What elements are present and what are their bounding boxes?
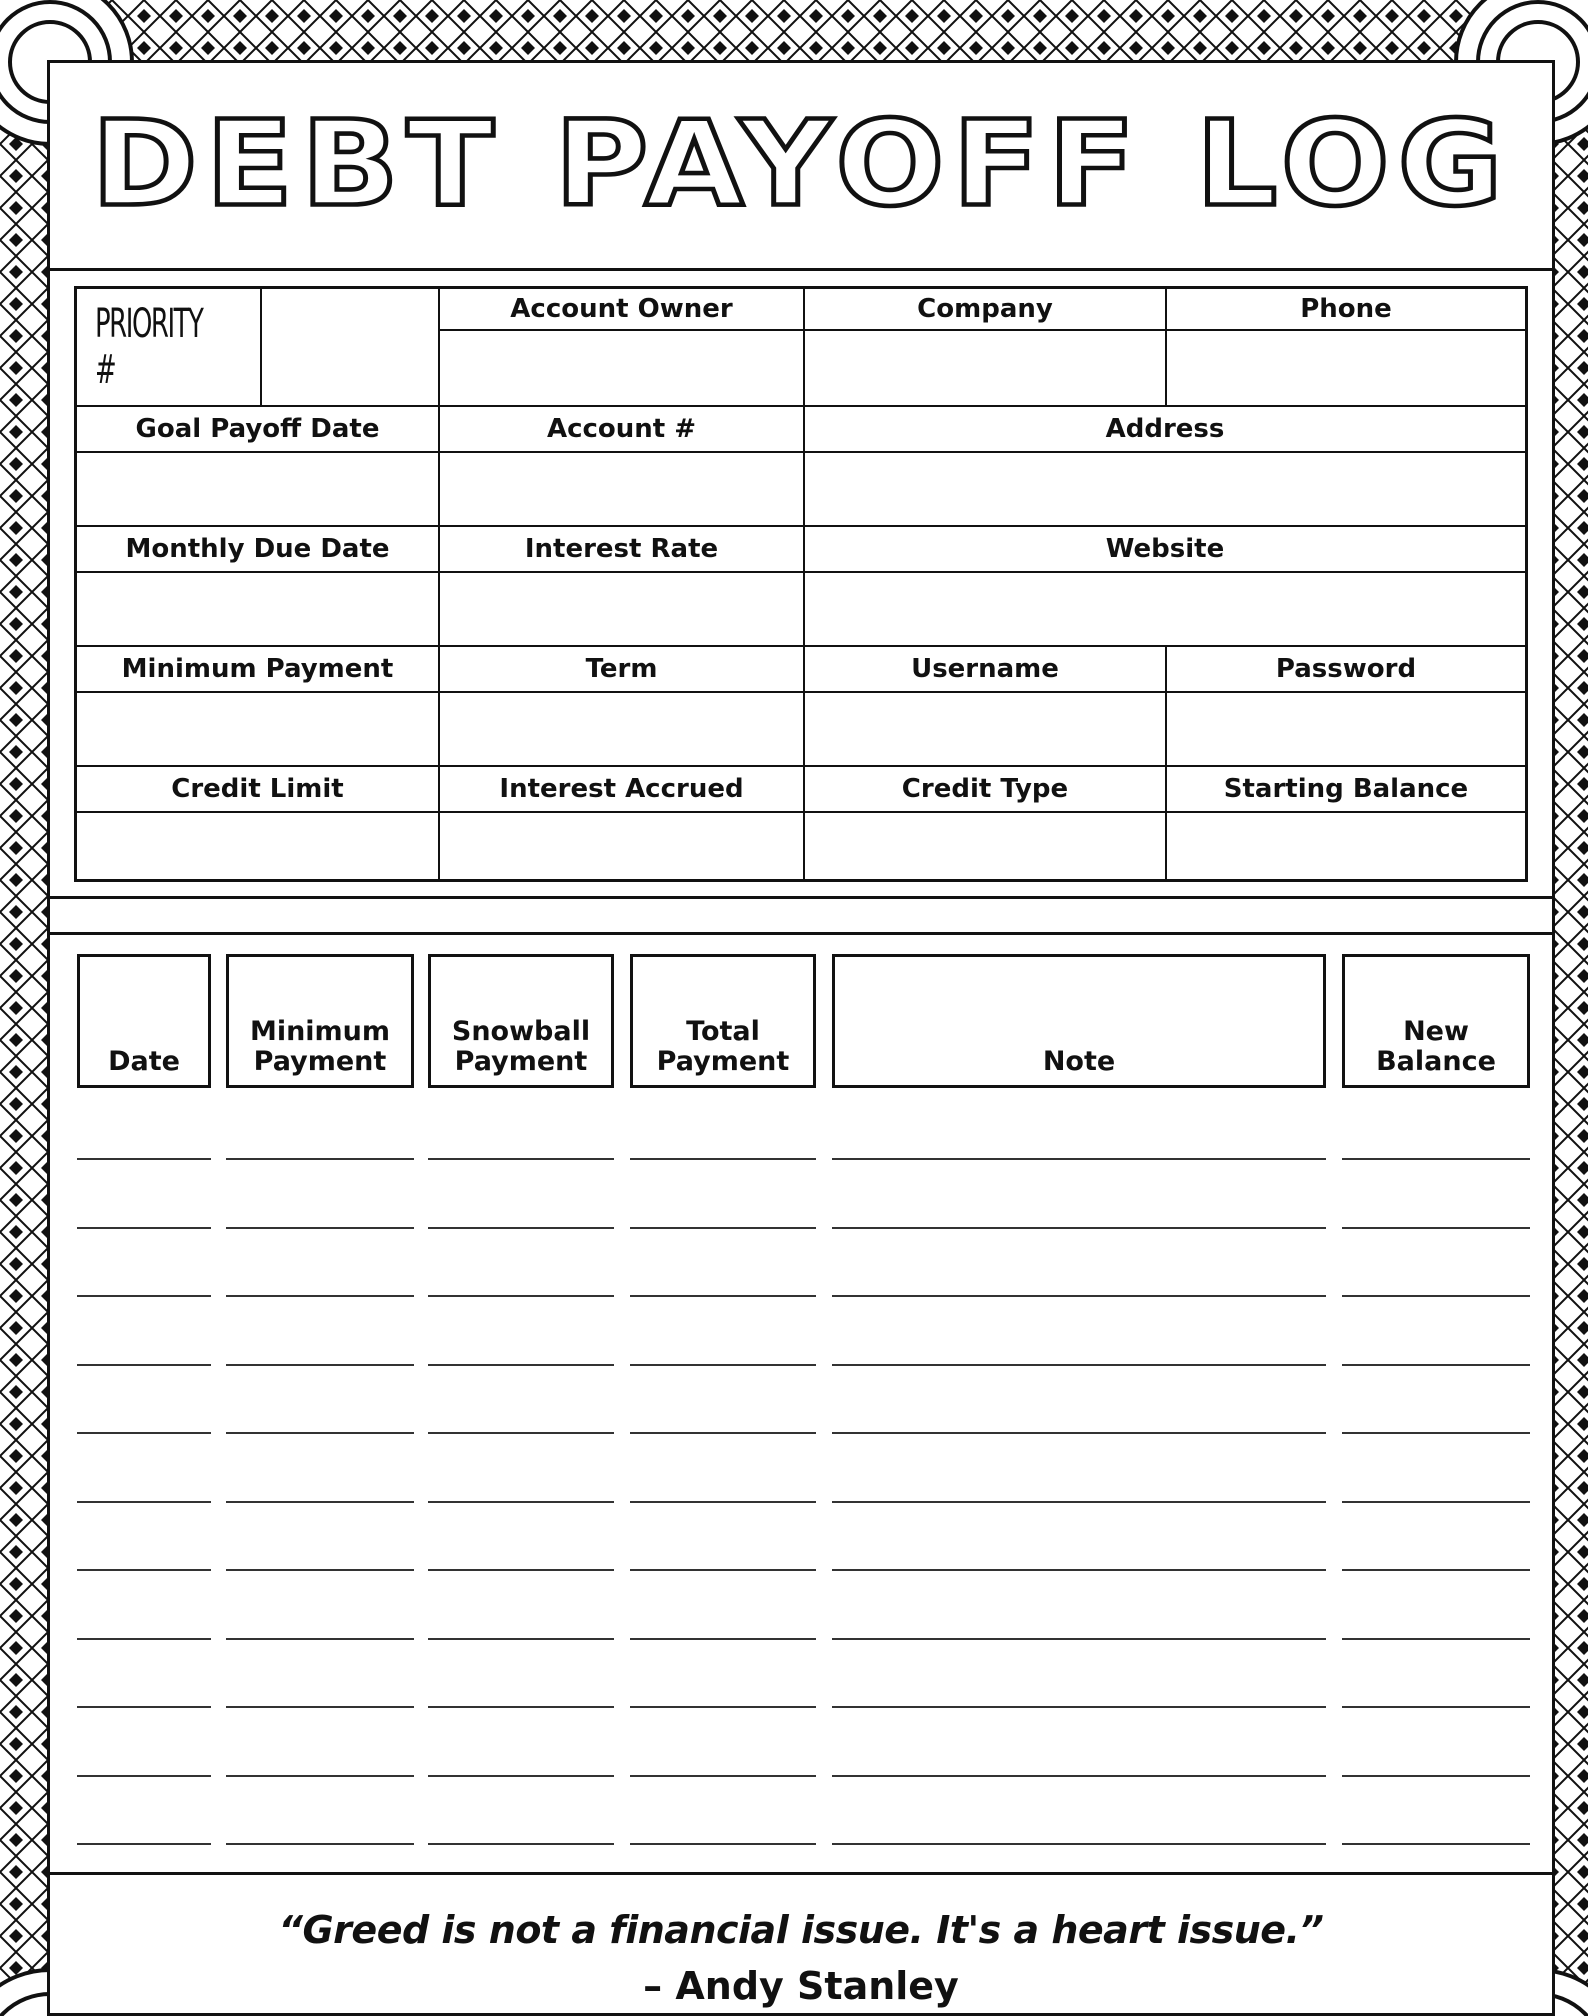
priority-label: PRIORITY #	[77, 289, 262, 407]
label-interest-accrued: Interest Accrued	[440, 767, 805, 813]
log-entry-line[interactable]	[832, 1158, 1326, 1160]
log-entry-line[interactable]	[226, 1158, 414, 1160]
label-account-owner: Account Owner	[440, 289, 805, 331]
log-entry-line[interactable]	[77, 1432, 211, 1434]
log-entry-line[interactable]	[832, 1706, 1326, 1708]
field-starting-balance[interactable]	[1167, 813, 1525, 879]
log-entry-line[interactable]	[226, 1569, 414, 1571]
field-interest-rate[interactable]	[440, 573, 805, 647]
divider	[47, 1872, 1555, 1875]
log-entry-line[interactable]	[1342, 1775, 1530, 1777]
log-entry-line[interactable]	[428, 1364, 614, 1366]
log-entry-line[interactable]	[77, 1706, 211, 1708]
log-entry-line[interactable]	[428, 1158, 614, 1160]
log-entry-line[interactable]	[630, 1501, 816, 1503]
log-entry-line[interactable]	[1342, 1501, 1530, 1503]
label-credit-limit: Credit Limit	[77, 767, 440, 813]
log-entry-line[interactable]	[428, 1775, 614, 1777]
log-header-snowball-payment: Snowball Payment	[428, 954, 614, 1088]
log-entry-line[interactable]	[77, 1638, 211, 1640]
label-term: Term	[440, 647, 805, 693]
log-entry-line[interactable]	[630, 1706, 816, 1708]
log-entry-line[interactable]	[630, 1227, 816, 1229]
field-company[interactable]	[805, 331, 1167, 407]
log-entry-line[interactable]	[428, 1432, 614, 1434]
log-entry-line[interactable]	[428, 1638, 614, 1640]
log-entry-line[interactable]	[77, 1227, 211, 1229]
field-credit-type[interactable]	[805, 813, 1167, 879]
log-entry-line[interactable]	[1342, 1843, 1530, 1845]
log-header-total-payment: Total Payment	[630, 954, 816, 1088]
log-entry-line[interactable]	[428, 1227, 614, 1229]
quote: “Greed is not a financial issue. It's a heart issue.”	[278, 1908, 1324, 1952]
log-entry-line[interactable]	[630, 1432, 816, 1434]
log-entry-line[interactable]	[77, 1364, 211, 1366]
log-entry-line[interactable]	[1342, 1364, 1530, 1366]
label-starting-balance: Starting Balance	[1167, 767, 1525, 813]
divider	[47, 268, 1555, 271]
log-entry-line[interactable]	[77, 1569, 211, 1571]
field-username[interactable]	[805, 693, 1167, 767]
log-entry-line[interactable]	[226, 1227, 414, 1229]
log-entry-line[interactable]	[77, 1501, 211, 1503]
log-entry-line[interactable]	[77, 1843, 211, 1845]
log-header-note: Note	[832, 954, 1326, 1088]
log-entry-line[interactable]	[832, 1227, 1326, 1229]
log-header-date: Date	[77, 954, 211, 1088]
field-website[interactable]	[805, 573, 1525, 647]
label-company: Company	[805, 289, 1167, 331]
divider	[47, 932, 1555, 935]
log-entry-line[interactable]	[630, 1364, 816, 1366]
log-entry-line[interactable]	[1342, 1569, 1530, 1571]
log-entry-line[interactable]	[630, 1295, 816, 1297]
log-entry-line[interactable]	[1342, 1295, 1530, 1297]
log-entry-line[interactable]	[77, 1775, 211, 1777]
log-entry-line[interactable]	[1342, 1227, 1530, 1229]
label-address: Address	[805, 407, 1525, 453]
log-entry-line[interactable]	[630, 1569, 816, 1571]
label-monthly-due-date: Monthly Due Date	[77, 527, 440, 573]
log-entry-line[interactable]	[1342, 1432, 1530, 1434]
log-entry-line[interactable]	[832, 1843, 1326, 1845]
log-entry-line[interactable]	[226, 1295, 414, 1297]
field-term[interactable]	[440, 693, 805, 767]
log-entry-line[interactable]	[226, 1364, 414, 1366]
label-phone: Phone	[1167, 289, 1525, 331]
log-entry-line[interactable]	[77, 1295, 211, 1297]
log-entry-line[interactable]	[428, 1843, 614, 1845]
log-entry-line[interactable]	[1342, 1638, 1530, 1640]
field-phone[interactable]	[1167, 331, 1525, 407]
log-entry-line[interactable]	[832, 1295, 1326, 1297]
log-entry-line[interactable]	[832, 1364, 1326, 1366]
field-minimum-payment[interactable]	[77, 693, 440, 767]
log-header-new-balance: New Balance	[1342, 954, 1530, 1088]
log-entry-line[interactable]	[428, 1706, 614, 1708]
log-entry-line[interactable]	[832, 1432, 1326, 1434]
quote-author: – Andy Stanley	[643, 1964, 959, 2008]
log-entry-line[interactable]	[226, 1706, 414, 1708]
log-entry-line[interactable]	[1342, 1706, 1530, 1708]
priority-field[interactable]	[262, 289, 440, 407]
field-password[interactable]	[1167, 693, 1525, 767]
label-account-number: Account #	[440, 407, 805, 453]
page-title-wrap	[47, 95, 1555, 235]
field-address[interactable]	[805, 453, 1525, 527]
log-entry-line[interactable]	[832, 1638, 1326, 1640]
log-entry-line[interactable]	[226, 1638, 414, 1640]
field-monthly-due-date[interactable]	[77, 573, 440, 647]
divider	[47, 896, 1555, 899]
field-account-number[interactable]	[440, 453, 805, 527]
label-interest-rate: Interest Rate	[440, 527, 805, 573]
log-entry-line[interactable]	[428, 1569, 614, 1571]
log-entry-line[interactable]	[226, 1775, 414, 1777]
field-account-owner[interactable]	[440, 331, 805, 407]
log-entry-line[interactable]	[630, 1775, 816, 1777]
log-header-minimum-payment: Minimum Payment	[226, 954, 414, 1088]
label-username: Username	[805, 647, 1167, 693]
label-website: Website	[805, 527, 1525, 573]
log-entry-line[interactable]	[1342, 1158, 1530, 1160]
log-entry-line[interactable]	[630, 1843, 816, 1845]
log-entry-line[interactable]	[428, 1501, 614, 1503]
log-entry-line[interactable]	[77, 1158, 211, 1160]
log-entry-line[interactable]	[630, 1638, 816, 1640]
log-entry-line[interactable]	[226, 1432, 414, 1434]
label-goal-payoff-date: Goal Payoff Date	[77, 407, 440, 453]
log-entry-line[interactable]	[630, 1158, 816, 1160]
log-entry-line[interactable]	[832, 1775, 1326, 1777]
page-title: DEBT PAYOFF LOG	[91, 96, 1511, 234]
log-entry-line[interactable]	[226, 1501, 414, 1503]
label-credit-type: Credit Type	[805, 767, 1167, 813]
label-minimum-payment: Minimum Payment	[77, 647, 440, 693]
field-interest-accrued[interactable]	[440, 813, 805, 879]
log-entry-line[interactable]	[832, 1569, 1326, 1571]
log-entry-line[interactable]	[832, 1501, 1326, 1503]
account-info-grid	[74, 286, 1528, 882]
log-entry-line[interactable]	[226, 1843, 414, 1845]
field-goal-payoff-date[interactable]	[77, 453, 440, 527]
label-password: Password	[1167, 647, 1525, 693]
log-entry-line[interactable]	[428, 1295, 614, 1297]
field-credit-limit[interactable]	[77, 813, 440, 879]
